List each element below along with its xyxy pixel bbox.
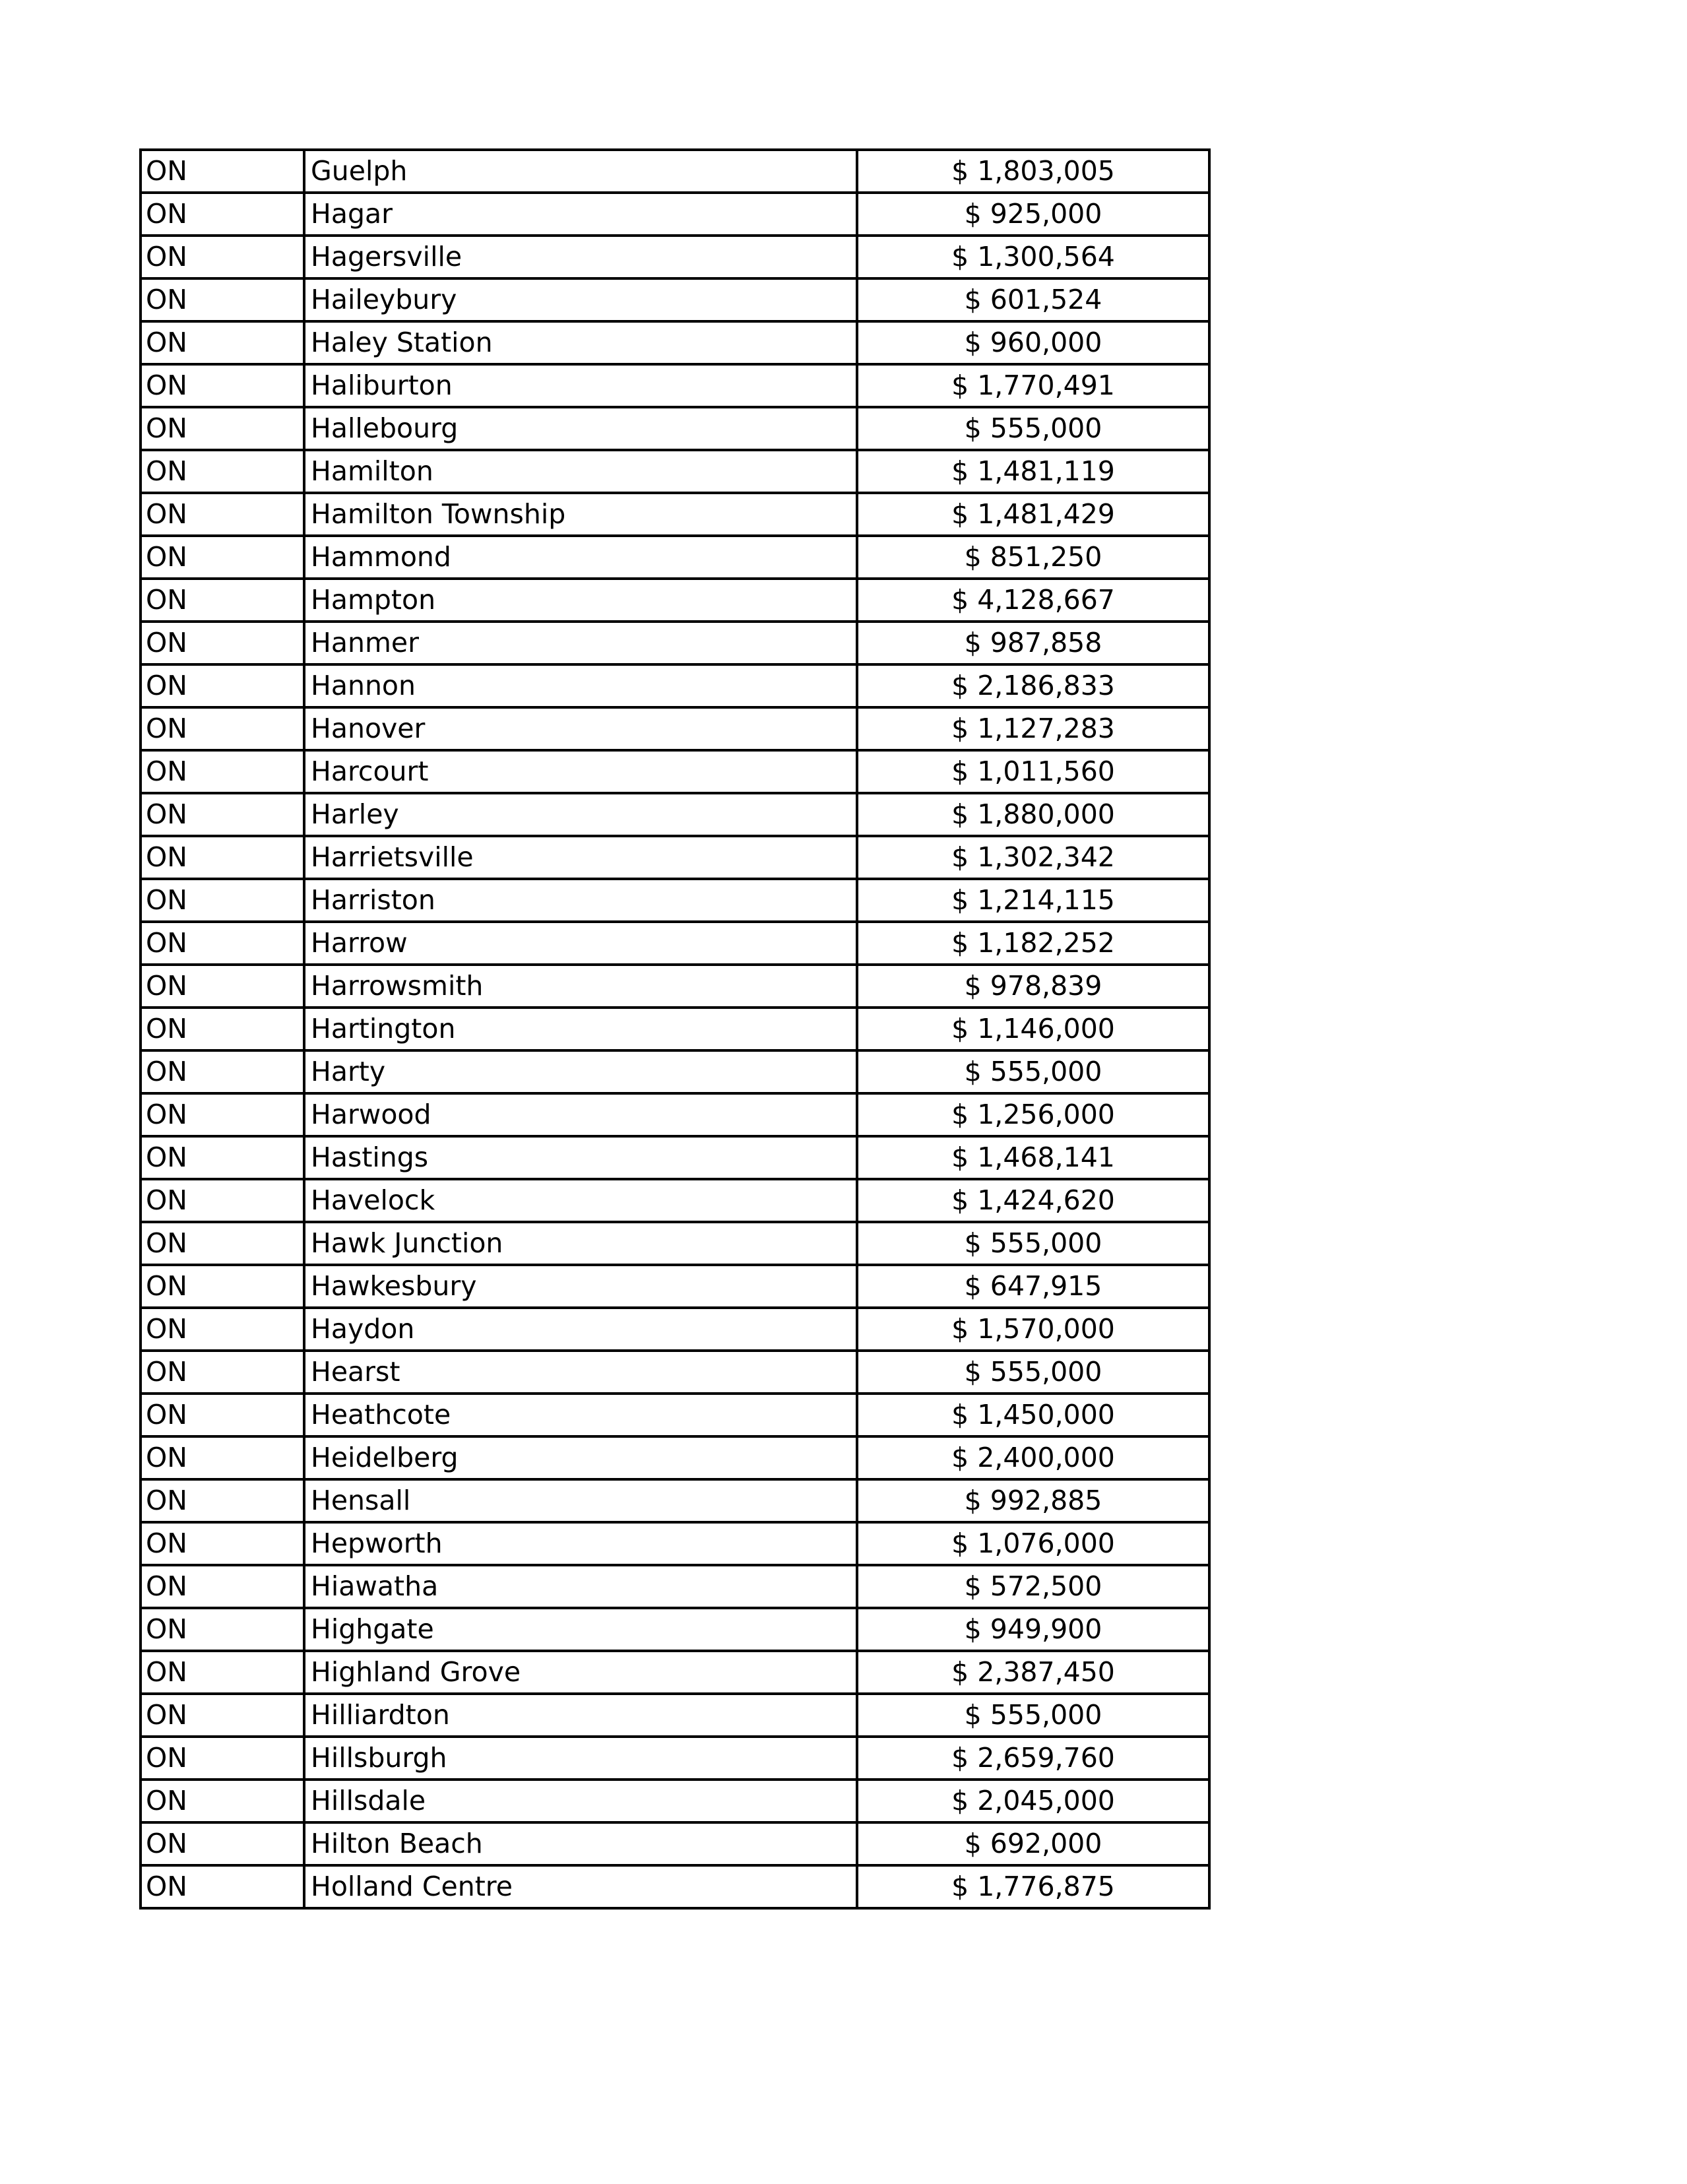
table-row <box>141 1222 1209 1265</box>
price-cell: $ 978,839 <box>857 965 1209 1008</box>
province-cell: ON <box>141 836 304 879</box>
city-cell: Harwood <box>304 1093 857 1136</box>
price-cell: $ 1,146,000 <box>857 1008 1209 1050</box>
city-cell: Holland Centre <box>304 1865 857 1908</box>
city-cell: Hastings <box>304 1136 857 1179</box>
province-cell: ON <box>141 407 304 450</box>
province-cell: ON <box>141 1865 304 1908</box>
price-cell: $ 1,450,000 <box>857 1394 1209 1436</box>
city-cell: Hampton <box>304 579 857 622</box>
table-row <box>141 1565 1209 1608</box>
city-cell: Harrowsmith <box>304 965 857 1008</box>
price-cell: $ 2,400,000 <box>857 1436 1209 1479</box>
price-cell: $ 2,387,450 <box>857 1651 1209 1694</box>
province-cell: ON <box>141 193 304 236</box>
city-cell: Hawkesbury <box>304 1265 857 1308</box>
province-cell: ON <box>141 965 304 1008</box>
province-cell: ON <box>141 879 304 922</box>
province-cell: ON <box>141 150 304 193</box>
city-cell: Haileybury <box>304 278 857 321</box>
price-cell: $ 1,302,342 <box>857 836 1209 879</box>
price-cell: $ 851,250 <box>857 536 1209 579</box>
city-cell: Highgate <box>304 1608 857 1651</box>
province-cell: ON <box>141 364 304 407</box>
province-cell: ON <box>141 1050 304 1093</box>
price-cell: $ 1,011,560 <box>857 750 1209 793</box>
city-cell: Hillsdale <box>304 1780 857 1822</box>
price-cell: $ 992,885 <box>857 1479 1209 1522</box>
province-cell: ON <box>141 1136 304 1179</box>
table-row <box>141 1351 1209 1394</box>
price-cell: $ 601,524 <box>857 278 1209 321</box>
price-cell: $ 1,481,429 <box>857 493 1209 536</box>
province-cell: ON <box>141 1394 304 1436</box>
table-row <box>141 1737 1209 1780</box>
province-cell: ON <box>141 1522 304 1565</box>
price-cell: $ 1,570,000 <box>857 1308 1209 1351</box>
province-cell: ON <box>141 750 304 793</box>
city-cell: Hartington <box>304 1008 857 1050</box>
price-cell: $ 1,481,119 <box>857 450 1209 493</box>
province-cell: ON <box>141 579 304 622</box>
city-cell: Hiawatha <box>304 1565 857 1608</box>
city-cell: Harrow <box>304 922 857 965</box>
price-cell: $ 1,214,115 <box>857 879 1209 922</box>
price-cell: $ 2,659,760 <box>857 1737 1209 1780</box>
price-cell: $ 1,468,141 <box>857 1136 1209 1179</box>
table-row <box>141 450 1209 493</box>
table-row <box>141 1008 1209 1050</box>
city-cell: Hallebourg <box>304 407 857 450</box>
table-row <box>141 664 1209 707</box>
table-row <box>141 364 1209 407</box>
price-cell: $ 572,500 <box>857 1565 1209 1608</box>
price-cell: $ 1,256,000 <box>857 1093 1209 1136</box>
city-cell: Hagersville <box>304 236 857 278</box>
price-cell: $ 2,186,833 <box>857 664 1209 707</box>
table-row <box>141 579 1209 622</box>
price-cell: $ 949,900 <box>857 1608 1209 1651</box>
city-cell: Hawk Junction <box>304 1222 857 1265</box>
table-row <box>141 278 1209 321</box>
price-cell: $ 1,880,000 <box>857 793 1209 836</box>
price-cell: $ 1,300,564 <box>857 236 1209 278</box>
table-row <box>141 193 1209 236</box>
table-row <box>141 493 1209 536</box>
province-cell: ON <box>141 1008 304 1050</box>
city-cell: Hanover <box>304 707 857 750</box>
table-row <box>141 707 1209 750</box>
city-cell: Harrietsville <box>304 836 857 879</box>
price-cell: $ 1,182,252 <box>857 922 1209 965</box>
province-cell: ON <box>141 1222 304 1265</box>
table-row <box>141 836 1209 879</box>
province-cell: ON <box>141 236 304 278</box>
city-cell: Hamilton <box>304 450 857 493</box>
table-row <box>141 1694 1209 1737</box>
province-cell: ON <box>141 1308 304 1351</box>
table-row <box>141 1522 1209 1565</box>
table-row <box>141 1780 1209 1822</box>
price-cell: $ 555,000 <box>857 407 1209 450</box>
province-cell: ON <box>141 1608 304 1651</box>
city-cell: Hillsburgh <box>304 1737 857 1780</box>
table-row <box>141 750 1209 793</box>
city-cell: Hammond <box>304 536 857 579</box>
province-cell: ON <box>141 493 304 536</box>
city-cell: Guelph <box>304 150 857 193</box>
table-row <box>141 1394 1209 1436</box>
city-cell: Hensall <box>304 1479 857 1522</box>
province-cell: ON <box>141 1436 304 1479</box>
city-cell: Harley <box>304 793 857 836</box>
table-row <box>141 1265 1209 1308</box>
table-row <box>141 1179 1209 1222</box>
price-cell: $ 555,000 <box>857 1222 1209 1265</box>
price-cell: $ 1,770,491 <box>857 364 1209 407</box>
table-row <box>141 150 1209 193</box>
province-cell: ON <box>141 1822 304 1865</box>
price-cell: $ 1,076,000 <box>857 1522 1209 1565</box>
table-row <box>141 1436 1209 1479</box>
table-row <box>141 1479 1209 1522</box>
city-cell: Heathcote <box>304 1394 857 1436</box>
city-cell: Havelock <box>304 1179 857 1222</box>
table-row <box>141 622 1209 664</box>
table-row <box>141 879 1209 922</box>
city-cell: Heidelberg <box>304 1436 857 1479</box>
price-cell: $ 987,858 <box>857 622 1209 664</box>
province-cell: ON <box>141 1093 304 1136</box>
table-row <box>141 1308 1209 1351</box>
province-cell: ON <box>141 1479 304 1522</box>
table-row <box>141 1050 1209 1093</box>
price-cell: $ 555,000 <box>857 1050 1209 1093</box>
province-cell: ON <box>141 622 304 664</box>
province-cell: ON <box>141 1565 304 1608</box>
price-cell: $ 960,000 <box>857 321 1209 364</box>
price-cell: $ 555,000 <box>857 1694 1209 1737</box>
table-row <box>141 1093 1209 1136</box>
price-cell: $ 4,128,667 <box>857 579 1209 622</box>
province-cell: ON <box>141 707 304 750</box>
city-cell: Hannon <box>304 664 857 707</box>
price-cell: $ 1,776,875 <box>857 1865 1209 1908</box>
price-cell: $ 1,127,283 <box>857 707 1209 750</box>
city-cell: Hilliardton <box>304 1694 857 1737</box>
province-cell: ON <box>141 1780 304 1822</box>
city-cell: Hearst <box>304 1351 857 1394</box>
city-cell: Hilton Beach <box>304 1822 857 1865</box>
price-cell: $ 2,045,000 <box>857 1780 1209 1822</box>
province-cell: ON <box>141 1179 304 1222</box>
table-row <box>141 236 1209 278</box>
province-cell: ON <box>141 1651 304 1694</box>
city-cell: Haliburton <box>304 364 857 407</box>
province-cell: ON <box>141 1351 304 1394</box>
province-cell: ON <box>141 1737 304 1780</box>
table-row <box>141 407 1209 450</box>
province-cell: ON <box>141 1694 304 1737</box>
price-cell: $ 1,803,005 <box>857 150 1209 193</box>
city-cell: Haydon <box>304 1308 857 1351</box>
table-row <box>141 1608 1209 1651</box>
city-cell: Hepworth <box>304 1522 857 1565</box>
price-cell: $ 647,915 <box>857 1265 1209 1308</box>
table-row <box>141 1822 1209 1865</box>
city-cell: Hanmer <box>304 622 857 664</box>
table-row <box>141 1136 1209 1179</box>
province-cell: ON <box>141 793 304 836</box>
price-cell: $ 555,000 <box>857 1351 1209 1394</box>
city-cell: Harcourt <box>304 750 857 793</box>
province-cell: ON <box>141 278 304 321</box>
table-row <box>141 1651 1209 1694</box>
table-row <box>141 321 1209 364</box>
city-cell: Harriston <box>304 879 857 922</box>
city-cell: Highland Grove <box>304 1651 857 1694</box>
price-table-body <box>141 150 1209 1908</box>
city-cell: Hamilton Township <box>304 493 857 536</box>
province-cell: ON <box>141 922 304 965</box>
city-cell: Harty <box>304 1050 857 1093</box>
city-cell: Haley Station <box>304 321 857 364</box>
table-row <box>141 965 1209 1008</box>
table-row <box>141 922 1209 965</box>
province-cell: ON <box>141 536 304 579</box>
price-cell: $ 925,000 <box>857 193 1209 236</box>
province-cell: ON <box>141 1265 304 1308</box>
province-cell: ON <box>141 450 304 493</box>
table-row <box>141 536 1209 579</box>
table-row <box>141 793 1209 836</box>
price-table <box>139 148 1211 1910</box>
price-cell: $ 1,424,620 <box>857 1179 1209 1222</box>
province-cell: ON <box>141 664 304 707</box>
table-row <box>141 1865 1209 1908</box>
price-cell: $ 692,000 <box>857 1822 1209 1865</box>
city-cell: Hagar <box>304 193 857 236</box>
province-cell: ON <box>141 321 304 364</box>
